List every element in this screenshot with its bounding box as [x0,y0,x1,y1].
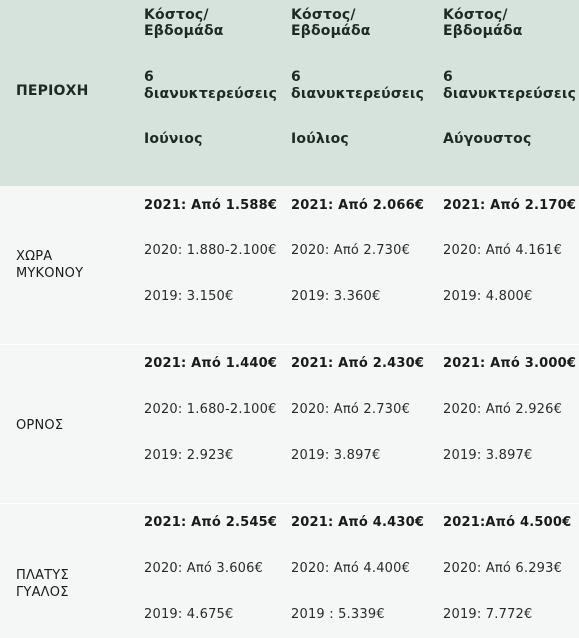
price-2020: 2020: Από 2.926€ [443,402,563,417]
region-name-line1: ΟΡΝΟΣ [16,418,64,433]
header-cost-line1: Κόστος/ [291,7,356,23]
header-cost-line2: Εβδομάδα [443,23,523,39]
price-2021: 2021: Από 4.430€ [291,515,425,530]
price-2019: 2019: 7.772€ [443,607,533,622]
price-2021: 2021: Από 2.430€ [291,356,425,371]
header-cost-line1: Κόστος/ [144,7,209,23]
price-2020: 2020: 1.880-2.100€ [144,243,277,258]
price-2019: 2019: 3.360€ [291,289,381,304]
header-month: Ιούλιος [291,131,349,147]
header-region-label: ΠΕΡΙΟΧΗ [16,83,89,99]
region-name-line2: ΓΥΑΛΟΣ [16,585,69,600]
price-2020: 2020: 1.680-2.100€ [144,402,277,417]
price-2019: 2019: 4.675€ [144,607,234,622]
price-2020: 2020: Από 2.730€ [291,243,411,258]
header-cost-line1: Κόστος/ [443,7,508,23]
header-nights-count: 6 [291,69,301,85]
header-month: Αύγουστος [443,131,532,147]
price-2019: 2019 : 5.339€ [291,607,385,622]
header-month: Ιούνιος [144,131,203,147]
region-name-line1: ΠΛΑΤΥΣ [16,568,69,583]
price-2019: 2019: 4.800€ [443,289,533,304]
price-2020: 2020: Από 3.606€ [144,561,264,576]
price-2020: 2020: Από 6.293€ [443,561,563,576]
price-2020: 2020: Από 4.400€ [291,561,411,576]
price-2021: 2021: Από 3.000€ [443,356,577,371]
region-name-line1: ΧΩΡΑ [16,249,53,264]
price-2021: 2021: Από 1.588€ [144,198,278,213]
price-2020: 2020: Από 4.161€ [443,243,563,258]
price-2019: 2019: 3.150€ [144,289,234,304]
header-nights-word: διανυκτερεύσεις [144,86,278,102]
header-nights-count: 6 [144,69,154,85]
price-2019: 2019: 2.923€ [144,448,234,463]
price-2021: 2021: Από 2.545€ [144,515,278,530]
header-nights-count: 6 [443,69,453,85]
price-2021: 2021: Από 1.440€ [144,356,278,371]
header-cost-line2: Εβδομάδα [291,23,371,39]
header-nights-word: διανυκτερεύσεις [291,86,425,102]
price-2020: 2020: Από 2.730€ [291,402,411,417]
price-2019: 2019: 3.897€ [443,448,533,463]
header-nights-word: διανυκτερεύσεις [443,86,577,102]
price-2021: 2021: Από 2.170€ [443,198,577,213]
price-2021: 2021: Από 2.066€ [291,198,425,213]
header-cost-line2: Εβδομάδα [144,23,224,39]
region-name-line2: ΜΥΚΟΝΟΥ [16,266,84,281]
price-2019: 2019: 3.897€ [291,448,381,463]
price-2021: 2021:Από 4.500€ [443,515,572,530]
